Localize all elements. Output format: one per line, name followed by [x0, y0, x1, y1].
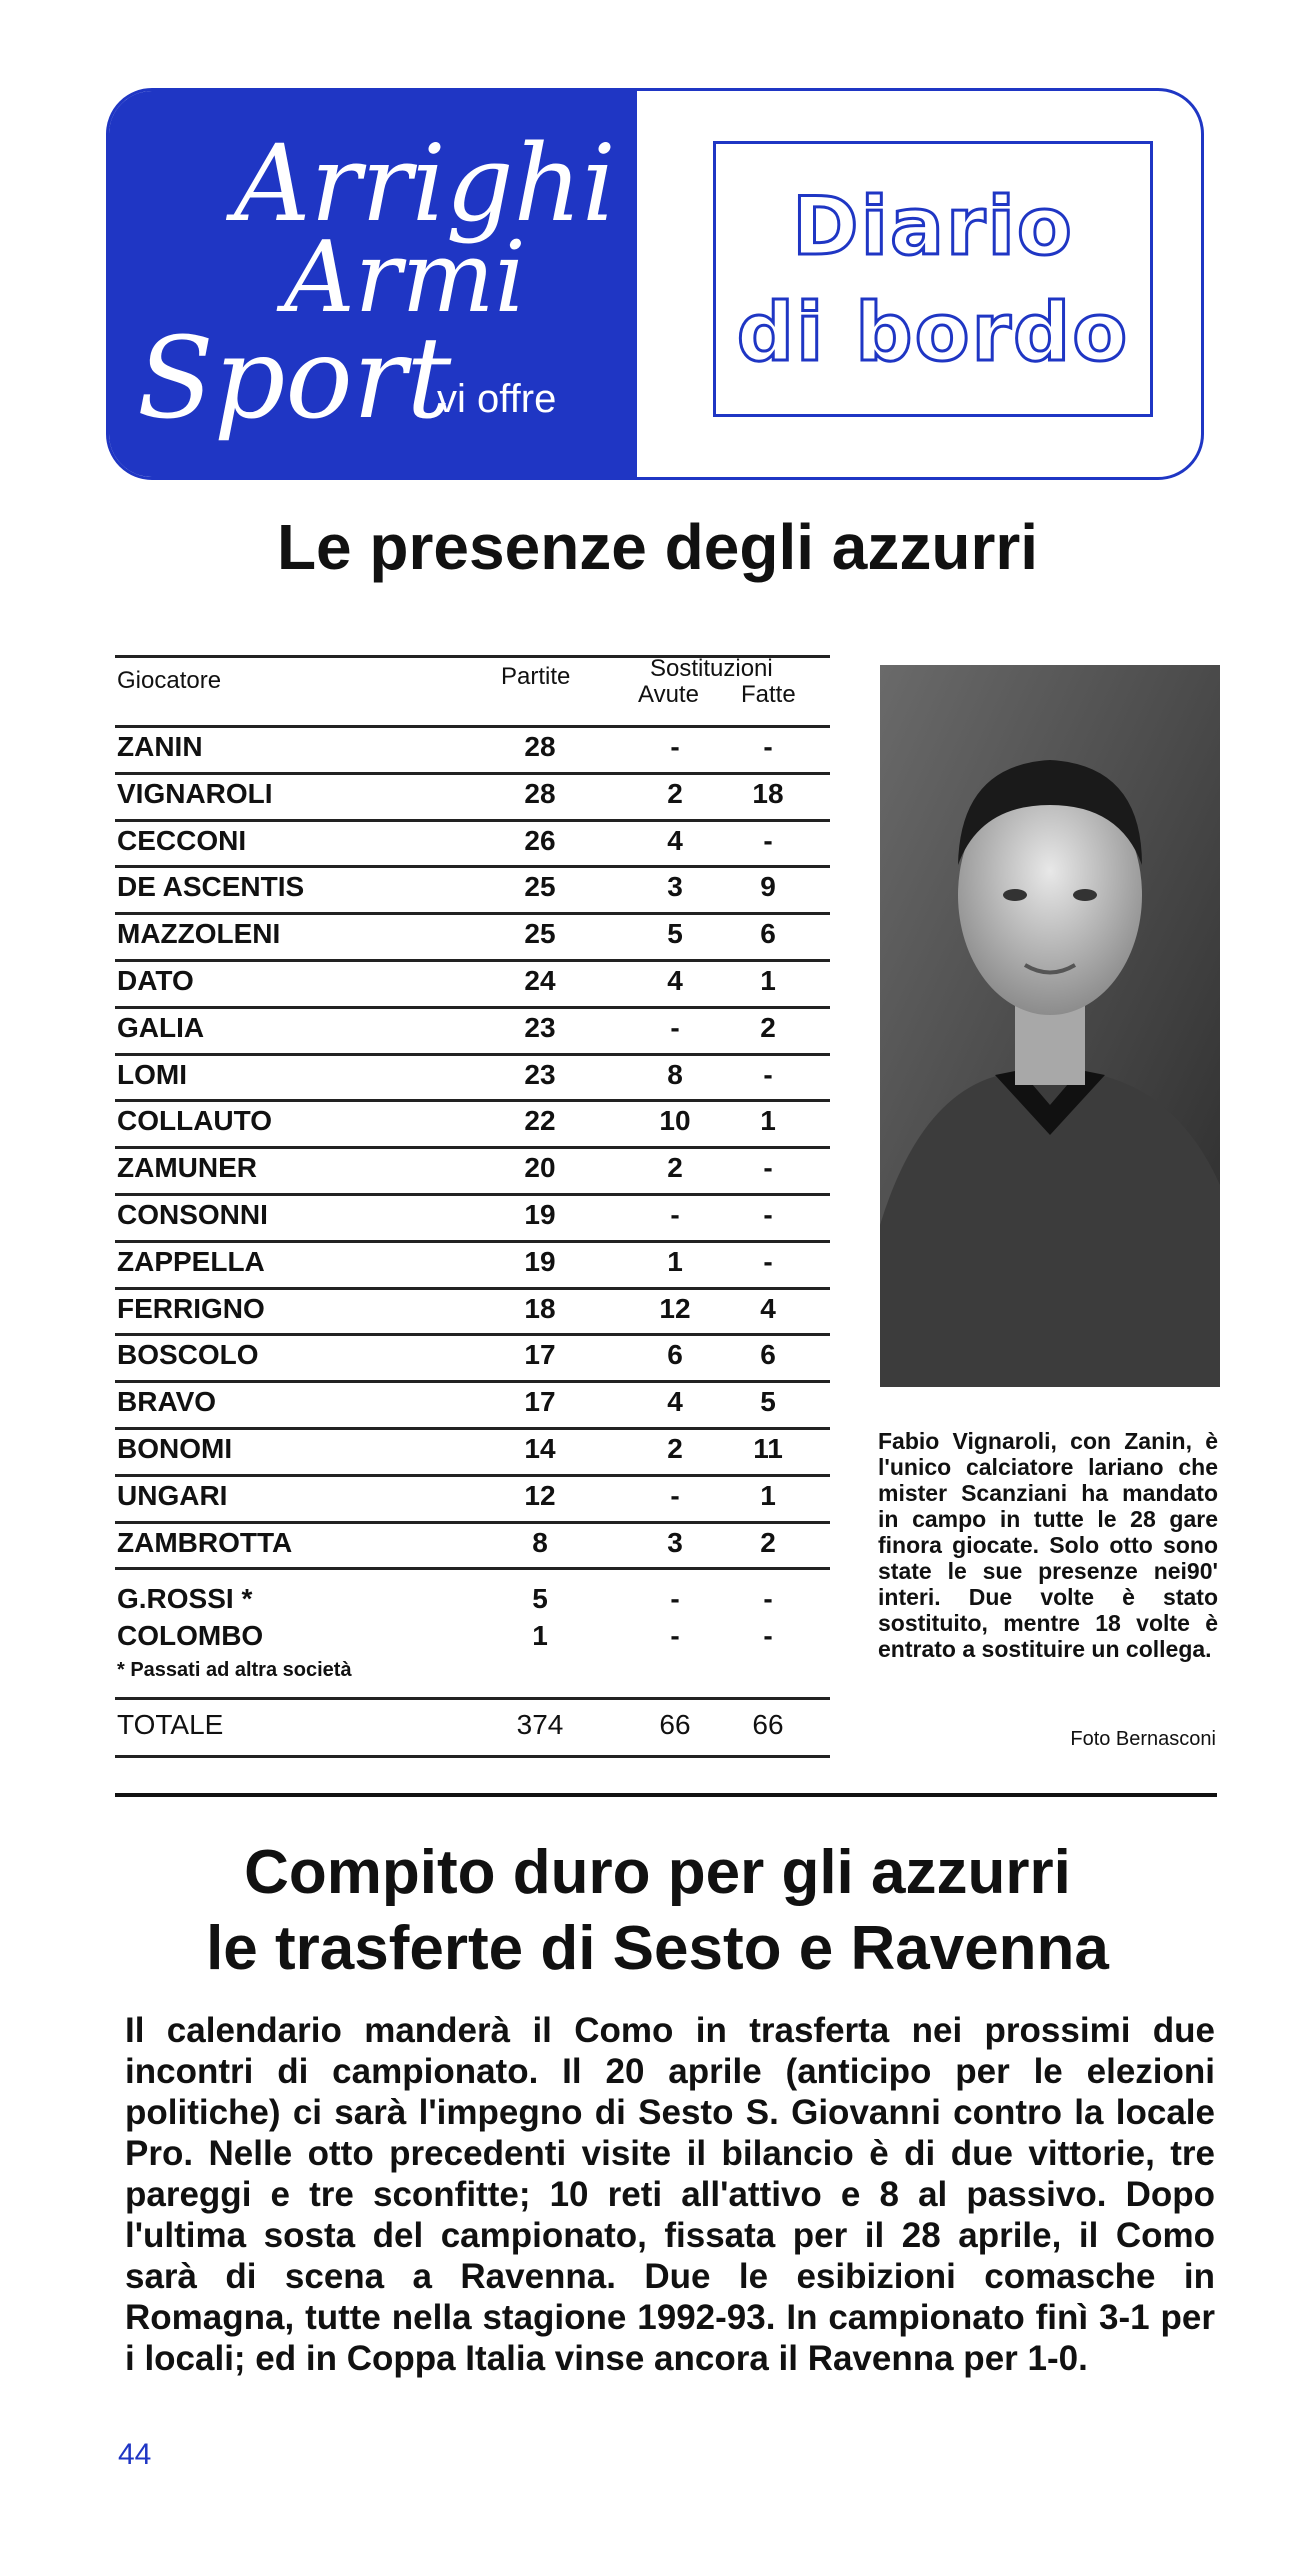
- table-row: [115, 1146, 830, 1192]
- brand-line-3: Sport: [137, 314, 452, 444]
- header-matches: Partite: [501, 663, 571, 690]
- table-row: [115, 959, 830, 1005]
- table-row: [115, 1287, 830, 1333]
- table-row: [115, 1474, 830, 1520]
- table-row: [115, 819, 830, 865]
- subs-made-value: -: [763, 731, 773, 762]
- player-name: G.ROSSI *: [117, 1583, 253, 1615]
- subs-made-value: 1: [760, 965, 776, 996]
- table-row: [115, 1380, 830, 1426]
- article-body: Il calendario manderà il Como in trasferta nei prossimi due incontri di campionato. Il 20 aprile (anticipo per le elezioni politiche) ci sarà l'impegno di Sesto S. Giovanni contro la locale Pro. Nelle otto precedenti visite il bilancio è di due vittorie, tre pareggi e tre sconfitte; 10 reti all'attivo e 8 al passivo. Dopo l'ultima sosta del campionato, fissata per il 28 aprile, il Como sarà di scena a Ravenna. Due le esibizioni comasche in Romagna, tutte nella stagione 1992-93. In campionato finì 3-1 per i locali; ed in Coppa Italia vinse ancora il Ravenna per 1-0.: [125, 2011, 1215, 2378]
- subs-received-value: -: [670, 1583, 680, 1615]
- brand-line-2: Armi: [284, 221, 526, 335]
- player-name: UNGARI: [117, 1479, 228, 1511]
- player-name: DATO: [117, 965, 194, 996]
- subs-received-value: 3: [667, 1526, 683, 1558]
- subs-made-value: 2: [760, 1526, 776, 1558]
- player-name: BONOMI: [117, 1433, 233, 1464]
- subs-made-value: -: [763, 1620, 773, 1652]
- section-title-box: [713, 141, 1153, 417]
- total-bottom-rule: [115, 1755, 830, 1758]
- subs-received-value: 5: [667, 918, 683, 950]
- sponsor-panel: [109, 91, 637, 477]
- player-name: COLOMBO: [117, 1620, 264, 1652]
- subs-made-value: 18: [752, 777, 784, 809]
- subs-received-value: 4: [667, 965, 683, 996]
- player-name: DE ASCENTIS: [117, 871, 305, 903]
- player-name: COLLAUTO: [117, 1105, 273, 1137]
- subs-made-value: -: [763, 1199, 773, 1230]
- table-row: [115, 1053, 830, 1099]
- player-name: CONSONNI: [117, 1199, 268, 1230]
- subs-received-value: 4: [667, 824, 683, 856]
- subs-made-value: 5: [760, 1386, 776, 1418]
- matches-value: 25: [524, 871, 556, 903]
- matches-value: 20: [524, 1152, 556, 1184]
- matches-value: 25: [524, 918, 556, 950]
- subs-made-value: -: [763, 1058, 773, 1090]
- table-row: [115, 772, 830, 818]
- matches-value: 5: [532, 1583, 548, 1615]
- player-name: ZAPPELLA: [117, 1245, 265, 1277]
- table-row: [115, 865, 830, 911]
- subs-received-value: -: [670, 1199, 680, 1230]
- subs-made-value: 6: [760, 918, 776, 950]
- subs-received-value: 4: [667, 1386, 683, 1418]
- matches-value: 17: [524, 1339, 556, 1371]
- matches-value: 14: [524, 1433, 556, 1464]
- subs-received-value: 8: [667, 1058, 683, 1090]
- player-name: BOSCOLO: [117, 1339, 259, 1371]
- player-name: GALIA: [117, 1011, 205, 1043]
- subs-received-value: 2: [667, 1433, 683, 1464]
- page-title: Le presenze degli azzurri: [276, 511, 1039, 583]
- matches-value: 19: [524, 1199, 556, 1230]
- player-portrait-image: [880, 665, 1220, 1387]
- section-divider: [115, 1793, 1217, 1797]
- matches-value: 17: [524, 1386, 556, 1418]
- table-row: [115, 1006, 830, 1052]
- header-subs-made: Fatte: [741, 681, 796, 708]
- player-name: ZAMUNER: [117, 1152, 257, 1184]
- player-name: VIGNAROLI: [117, 777, 273, 809]
- table-row: [115, 912, 830, 958]
- matches-value: 28: [524, 777, 556, 809]
- matches-value: 22: [524, 1105, 556, 1137]
- matches-value: 24: [524, 965, 556, 996]
- photo-caption: Fabio Vignaroli, con Zanin, è l'unico calciatore lariano che mister Scanziani ha mandato in campo in tutte le 28 gare finora giocate. Solo otto sono state le sue presenze nei90' interi. Due volte è stato sostituito, mentre 18 volte è entrato a sostituire un collega.: [878, 1428, 1218, 1662]
- page-number: 44: [118, 2438, 152, 2471]
- matches-value: 26: [524, 824, 556, 856]
- article-headline-line-1: Compito duro per gli azzurri: [244, 1838, 1071, 1907]
- photo-credit: Foto Bernasconi: [1070, 1728, 1216, 1750]
- matches-value: 8: [532, 1526, 548, 1558]
- subs-received-value: -: [670, 1479, 680, 1511]
- subs-received-value: 12: [659, 1292, 691, 1324]
- subs-made-value: 6: [760, 1339, 776, 1371]
- player-name: ZAMBROTTA: [117, 1526, 293, 1558]
- player-name: MAZZOLENI: [117, 918, 281, 950]
- subs-made-value: -: [763, 1152, 773, 1184]
- table-row: [115, 1193, 830, 1239]
- header-substitutions: Sostituzioni: [650, 655, 773, 682]
- total-top-rule: [115, 1697, 830, 1700]
- subs-made-value: 1: [760, 1479, 776, 1511]
- matches-value: 12: [524, 1479, 556, 1511]
- total-row: [115, 1703, 830, 1749]
- player-name: TOTALE: [117, 1709, 224, 1741]
- matches-value: 23: [524, 1058, 556, 1090]
- section-title-line-2: di bordo: [736, 286, 1130, 379]
- row-rule: [115, 1567, 830, 1570]
- subs-received-value: 66: [659, 1709, 691, 1741]
- player-name: LOMI: [117, 1058, 187, 1090]
- subs-received-value: 2: [667, 1152, 683, 1184]
- brand-line-1: Arrighi: [234, 122, 616, 245]
- subs-made-value: -: [763, 1245, 773, 1277]
- offer-text: vi offre: [437, 377, 557, 421]
- subs-received-value: -: [670, 731, 680, 762]
- subs-made-value: 4: [760, 1292, 776, 1324]
- matches-value: 18: [524, 1292, 556, 1324]
- subs-made-value: -: [763, 1583, 773, 1615]
- table-row: [115, 1521, 830, 1567]
- table-row: [115, 1099, 830, 1145]
- subs-made-value: 9: [760, 871, 776, 903]
- section-title-line-1: Diario: [792, 180, 1074, 273]
- matches-value: 28: [524, 731, 556, 762]
- subs-made-value: 66: [752, 1709, 784, 1741]
- table-row: [115, 1240, 830, 1286]
- subs-received-value: 2: [667, 777, 683, 809]
- subs-received-value: 3: [667, 871, 683, 903]
- table-row: [115, 1427, 830, 1473]
- transferred-row: [115, 1614, 830, 1660]
- header-banner: [106, 88, 1204, 480]
- subs-received-value: 6: [667, 1339, 683, 1371]
- subs-made-value: 1: [760, 1105, 776, 1137]
- player-name: BRAVO: [117, 1386, 217, 1418]
- matches-value: 1: [532, 1620, 548, 1652]
- table-row: [115, 725, 830, 771]
- matches-value: 374: [516, 1709, 564, 1741]
- header-player: Giocatore: [117, 667, 222, 694]
- subs-received-value: -: [670, 1011, 680, 1043]
- subs-made-value: -: [763, 824, 773, 856]
- transfer-note: * Passati ad altra società: [117, 1659, 352, 1682]
- matches-value: 23: [524, 1011, 556, 1043]
- player-name: ZANIN: [117, 731, 203, 762]
- subs-received-value: 1: [667, 1245, 683, 1277]
- subs-received-value: 10: [659, 1105, 691, 1137]
- header-subs-received: Avute: [638, 681, 699, 708]
- subs-made-value: 11: [753, 1433, 783, 1464]
- matches-value: 19: [524, 1245, 556, 1277]
- subs-received-value: -: [670, 1620, 680, 1652]
- table-row: [115, 1333, 830, 1379]
- player-photo: [880, 665, 1220, 1387]
- player-name: CECCONI: [117, 824, 247, 856]
- article-headline-line-2: le trasferte di Sesto e Ravenna: [206, 1914, 1109, 1983]
- subs-made-value: 2: [760, 1011, 776, 1043]
- player-name: FERRIGNO: [117, 1292, 265, 1324]
